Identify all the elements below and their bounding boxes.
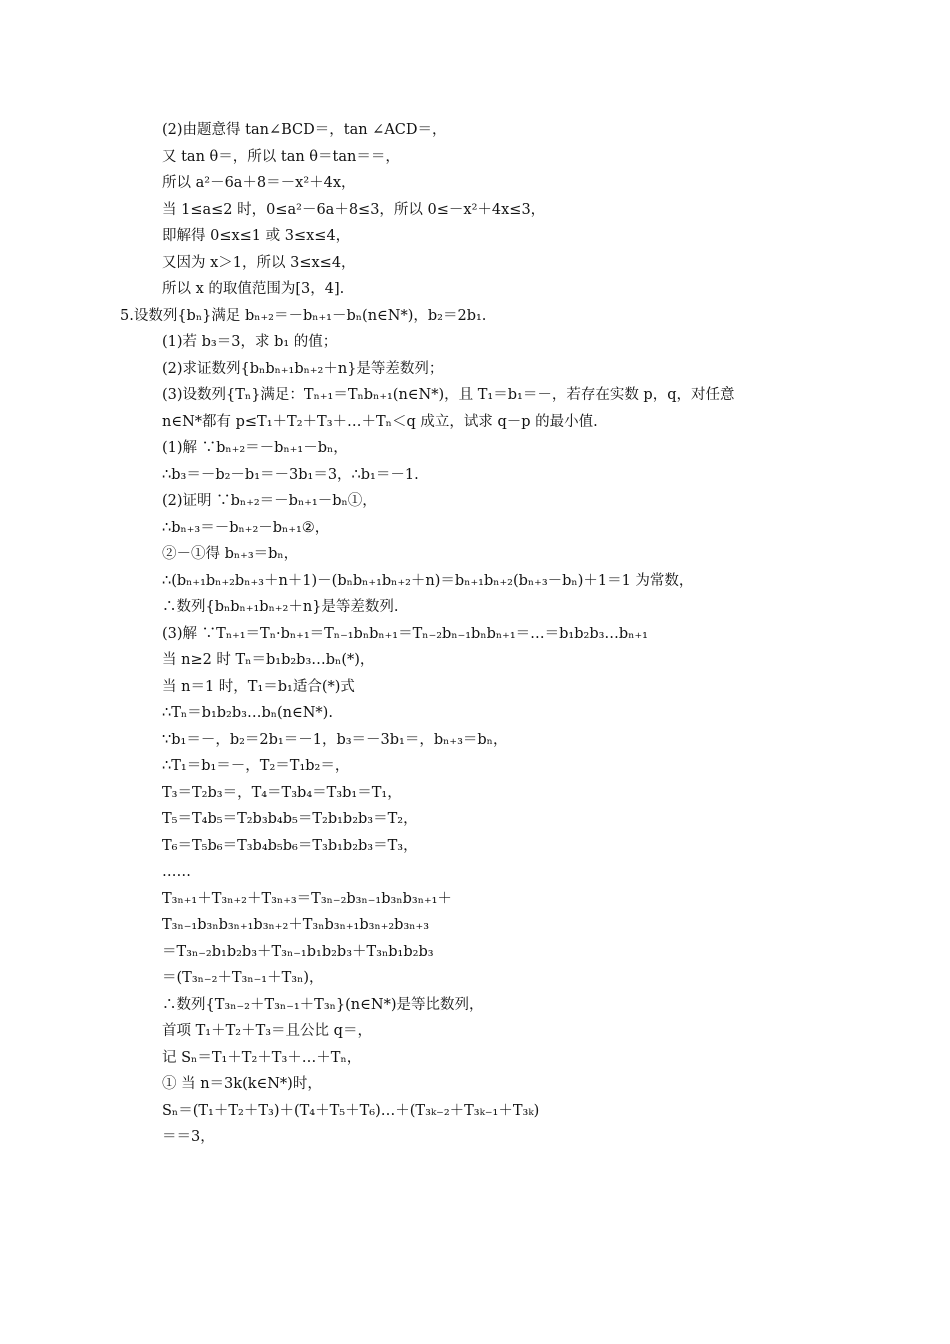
text-line: ②－①得 bₙ₊₃＝bₙ， <box>162 546 299 562</box>
text-line: (2)证明 ∵bₙ₊₂＝－bₙ₊₁－bₙ①， <box>162 493 377 509</box>
text-line: 5.设数列{bₙ}满足 bₙ₊₂＝－bₙ₊₁－bₙ(n∈N*)，b₂＝2b₁. <box>120 307 487 324</box>
text-line: ＝T₃ₙ₋₂b₁b₂b₃＋T₃ₙ₋₁b₁b₂b₃＋T₃ₙb₁b₂b₃ <box>162 943 434 960</box>
text-line: ∴数列{T₃ₙ₋₂＋T₃ₙ₋₁＋T₃ₙ}(n∈N*)是等比数列， <box>162 996 484 1013</box>
text-line: ∴b₃＝－b₂－b₁＝－3b₁＝3，∴b₁＝－1. <box>162 466 419 483</box>
text-line: T₃＝T₂b₃＝，T₄＝T₃b₄＝T₃b₁＝T₁， <box>162 784 402 801</box>
text-line: 记 Sₙ＝T₁＋T₂＋T₃＋…＋Tₙ， <box>162 1049 362 1066</box>
text-line: T₅＝T₄b₅＝T₂b₃b₄b₅＝T₂b₁b₂b₃＝T₂， <box>162 811 418 827</box>
text-line: ∵b₁＝－，b₂＝2b₁＝－1，b₃＝－3b₁＝，bₙ₊₃＝bₙ， <box>162 731 508 748</box>
text-line: ∴(bₙ₊₁bₙ₊₂bₙ₊₃＋n＋1)－(bₙbₙ₊₁bₙ₊₂＋n)＝bₙ₊₁bₙ₊₂(bₙ₊₃－bₙ)＋1＝1 为常数， <box>162 572 694 589</box>
text-line: ∴bₙ₊₃＝－bₙ₊₂－bₙ₊₁②， <box>162 519 330 536</box>
text-line: 又因为 x＞1，所以 3≤x≤4， <box>162 254 356 271</box>
text-line: (1)解 ∵bₙ₊₂＝－bₙ₊₁－bₙ， <box>162 440 348 456</box>
text-line: ∴Tₙ＝b₁b₂b₃…bₙ(n∈N*). <box>162 705 333 721</box>
text-line: 所以 x 的取值范围为[3，4]. <box>162 281 345 297</box>
text-line: T₃ₙ₋₁b₃ₙb₃ₙ₊₁b₃ₙ₊₂＋T₃ₙb₃ₙ₊₁b₃ₙ₊₂b₃ₙ₊₃ <box>162 917 430 933</box>
text-line: T₆＝T₅b₆＝T₃b₄b₅b₆＝T₃b₁b₂b₃＝T₃， <box>162 837 418 854</box>
text-line: 所以 a²－6a＋8＝－x²＋4x， <box>162 175 356 191</box>
text-line: Sₙ＝(T₁＋T₂＋T₃)＋(T₄＋T₅＋T₆)…＋(T₃ₖ₋₂＋T₃ₖ₋₁＋T₃ₖ) <box>162 1102 540 1119</box>
text-line: (3)设数列{Tₙ}满足：Tₙ₊₁＝Tₙbₙ₊₁(n∈N*)，且 T₁＝b₁＝－，若存在实数 p，q，对任意 <box>162 387 735 403</box>
text-line: (2)由题意得 tan∠BCD＝，tan ∠ACD＝， <box>162 122 447 138</box>
text-line: 当 n≥2 时 Tₙ＝b₁b₂b₃…bₙ(*)， <box>162 652 375 668</box>
text-line: n∈N*都有 p≤T₁＋T₂＋T₃＋…＋Tₙ＜q 成立，试求 q－p 的最小值. <box>162 413 598 430</box>
text-line: T₃ₙ₊₁＋T₃ₙ₊₂＋T₃ₙ₊₃＝T₃ₙ₋₂b₃ₙ₋₁b₃ₙb₃ₙ₊₁＋ <box>162 890 452 907</box>
text-line: (3)解 ∵Tₙ₊₁＝Tₙ·bₙ₊₁＝Tₙ₋₁bₙbₙ₊₁＝Tₙ₋₂bₙ₋₁bₙbₙ₊₁＝…＝b₁b₂b₃…bₙ₊₁ <box>162 625 648 642</box>
text-line: (1)若 b₃＝3，求 b₁ 的值； <box>162 334 338 350</box>
text-line: ① 当 n＝3k(k∈N*)时， <box>162 1076 322 1092</box>
text-line: …… <box>162 864 191 880</box>
text-line: 当 1≤a≤2 时，0≤a²－6a＋8≤3，所以 0≤－x²＋4x≤3， <box>162 201 546 218</box>
text-line: 当 n＝1 时，T₁＝b₁适合(*)式 <box>162 678 355 695</box>
text-line: ＝(T₃ₙ₋₂＋T₃ₙ₋₁＋T₃ₙ)， <box>162 970 324 986</box>
text-line: ∴T₁＝b₁＝－，T₂＝T₁b₂＝， <box>162 758 350 774</box>
text-line: ∴数列{bₙbₙ₊₁bₙ₊₂＋n}是等差数列. <box>162 599 399 615</box>
text-line: ＝＝3， <box>162 1129 215 1145</box>
solution-text <box>0 117 950 1151</box>
text-line: 首项 T₁＋T₂＋T₃＝且公比 q＝， <box>162 1023 372 1039</box>
text-line: 即解得 0≤x≤1 或 3≤x≤4， <box>162 228 351 244</box>
text-line: 又 tan θ＝，所以 tan θ＝tan＝＝， <box>162 148 400 165</box>
text-line: (2)求证数列{bₙbₙ₊₁bₙ₊₂＋n}是等差数列； <box>162 360 444 377</box>
